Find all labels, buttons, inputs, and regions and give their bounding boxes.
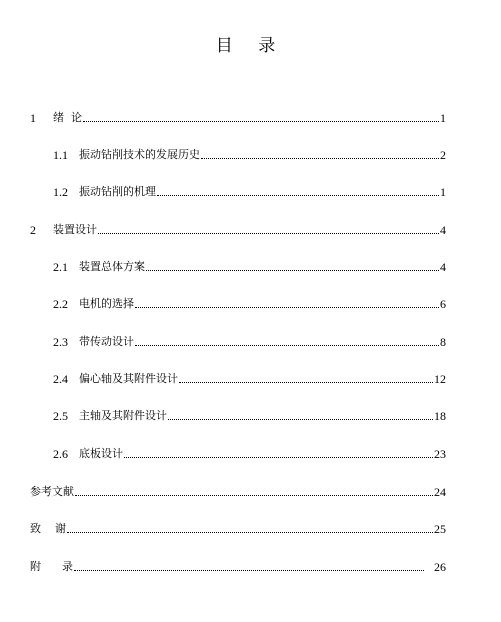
toc-leader-dots bbox=[179, 380, 433, 383]
toc-entry-number: 1.2 bbox=[53, 185, 68, 199]
toc-entry-page: 23 bbox=[434, 447, 446, 461]
toc-leader-dots bbox=[75, 493, 433, 496]
toc-entry-number: 2.5 bbox=[53, 409, 68, 423]
toc-entry-page: 8 bbox=[440, 335, 446, 349]
toc-title: 目 录 bbox=[215, 36, 286, 56]
toc-leader-dots bbox=[135, 343, 439, 346]
toc-entry-references[interactable] bbox=[30, 484, 446, 498]
toc-entry-2-2[interactable] bbox=[53, 296, 446, 310]
toc-entry-number: 2.4 bbox=[53, 372, 68, 386]
toc-entry-2[interactable] bbox=[30, 222, 446, 236]
toc-entry-page: 1 bbox=[440, 111, 446, 125]
toc-entry-2-4[interactable] bbox=[53, 371, 446, 385]
toc-entry-1-2[interactable] bbox=[53, 184, 446, 198]
toc-entry-page: 24 bbox=[434, 485, 446, 499]
toc-entry-label: 振动钻削的机理 bbox=[79, 185, 156, 198]
toc-leader-dots bbox=[157, 193, 439, 196]
toc-entry-page: 18 bbox=[434, 409, 446, 423]
toc-entry-page: 4 bbox=[440, 223, 446, 237]
toc-entry-acknowledgements[interactable] bbox=[30, 521, 446, 535]
toc-entry-page: 25 bbox=[434, 522, 446, 536]
toc-entry-page: 12 bbox=[434, 372, 446, 386]
toc-entry-number: 2.6 bbox=[53, 447, 68, 461]
toc-entry-label: 装置总体方案 bbox=[79, 260, 145, 273]
toc-entry-page: 26 bbox=[434, 560, 446, 574]
toc-entry-page: 1 bbox=[440, 185, 446, 199]
toc-entry-label: 主轴及其附件设计 bbox=[79, 409, 167, 422]
toc-entry-number: 1 bbox=[30, 111, 36, 125]
toc-leader-dots bbox=[135, 305, 439, 308]
toc-entry-page: 2 bbox=[440, 148, 446, 162]
toc-entry-number: 2.2 bbox=[53, 297, 68, 311]
toc-entry-2-3[interactable] bbox=[53, 334, 446, 348]
toc-entry-page: 4 bbox=[440, 260, 446, 274]
toc-entry-label: 带传动设计 bbox=[79, 335, 134, 348]
toc-entry-label: 偏心轴及其附件设计 bbox=[79, 372, 178, 385]
toc-leader-dots bbox=[67, 530, 433, 533]
toc-entry-label: 参考文献 bbox=[30, 485, 74, 498]
toc-entry-label: 底板设计 bbox=[79, 447, 123, 460]
toc-entry-number: 2.3 bbox=[53, 335, 68, 349]
toc-entry-1[interactable] bbox=[30, 110, 446, 124]
toc-leader-dots bbox=[83, 119, 439, 122]
toc-leader-dots bbox=[201, 156, 439, 159]
toc-entry-label: 电机的选择 bbox=[79, 297, 134, 310]
toc-entry-appendix[interactable] bbox=[30, 559, 446, 573]
toc-entry-1-1[interactable] bbox=[53, 147, 446, 161]
toc-leader-dots bbox=[74, 568, 424, 571]
toc-entry-label: 绪 论 bbox=[53, 111, 82, 124]
toc-entry-label: 致 谢 bbox=[30, 522, 66, 535]
toc-leader-dots bbox=[98, 231, 439, 234]
toc-entry-label: 装置设计 bbox=[53, 223, 97, 236]
toc-entry-number: 2.1 bbox=[53, 260, 68, 274]
toc-entry-label: 附 录 bbox=[30, 560, 73, 573]
toc-entry-number: 2 bbox=[30, 223, 36, 237]
toc-leader-dots bbox=[168, 417, 433, 420]
toc-leader-dots bbox=[124, 455, 433, 458]
toc-entry-label: 振动钻削技术的发展历史 bbox=[79, 148, 200, 161]
toc-entry-2-6[interactable] bbox=[53, 446, 446, 460]
toc-entry-page: 6 bbox=[440, 297, 446, 311]
toc-leader-dots bbox=[146, 268, 439, 271]
toc-entry-number: 1.1 bbox=[53, 148, 68, 162]
toc-entry-2-1[interactable] bbox=[53, 259, 446, 273]
toc-entry-2-5[interactable] bbox=[53, 408, 446, 422]
